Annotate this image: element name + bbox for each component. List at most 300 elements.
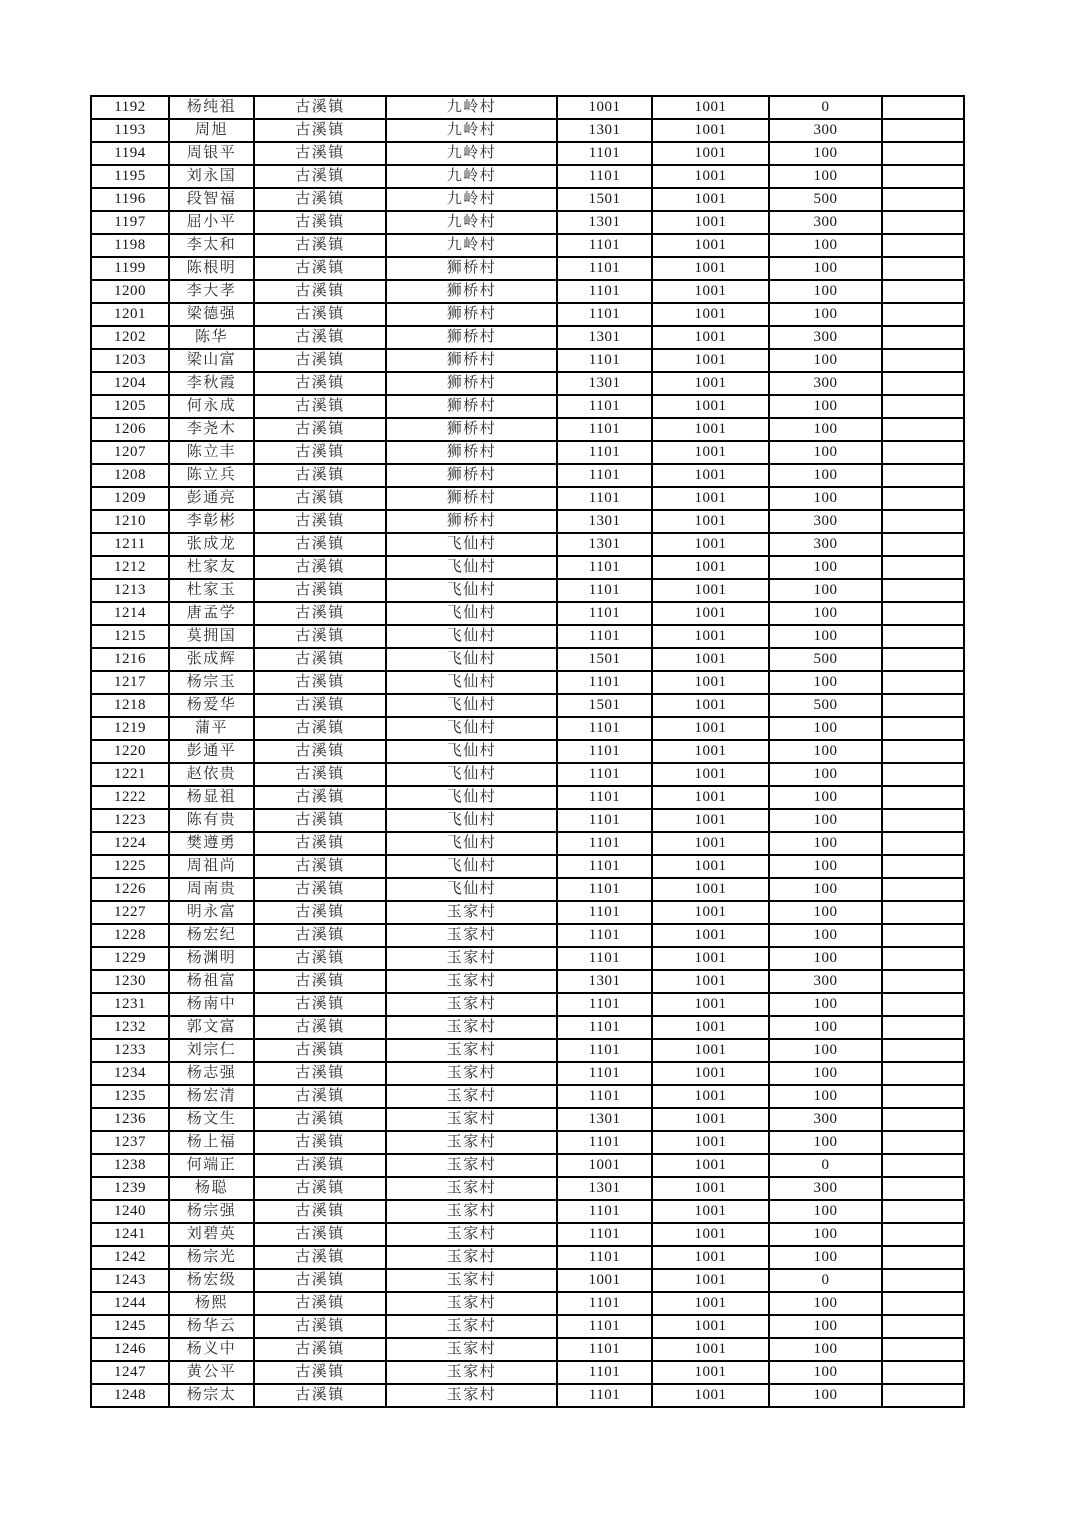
- cell-seq-number: 1218: [91, 694, 169, 717]
- cell-seq-number: 1234: [91, 1062, 169, 1085]
- cell-village: 玉家村: [386, 947, 557, 970]
- cell-difference: 100: [769, 418, 882, 441]
- cell-seq-number: 1231: [91, 993, 169, 1016]
- cell-amount: 1001: [557, 1154, 652, 1177]
- table-row: [91, 165, 964, 188]
- cell-blank: [882, 1223, 964, 1246]
- table-row: [91, 694, 964, 717]
- cell-town: 古溪镇: [254, 1361, 386, 1384]
- cell-town: 古溪镇: [254, 1200, 386, 1223]
- cell-difference: 100: [769, 1039, 882, 1062]
- cell-blank: [882, 901, 964, 924]
- table-row: [91, 1062, 964, 1085]
- table-row: [91, 188, 964, 211]
- cell-seq-number: 1212: [91, 556, 169, 579]
- cell-blank: [882, 1131, 964, 1154]
- cell-person-name: 杨上福: [169, 1131, 254, 1154]
- cell-blank: [882, 1338, 964, 1361]
- cell-difference: 300: [769, 970, 882, 993]
- cell-difference: 100: [769, 464, 882, 487]
- cell-town: 古溪镇: [254, 257, 386, 280]
- cell-village: 玉家村: [386, 1246, 557, 1269]
- cell-village: 狮桥村: [386, 326, 557, 349]
- table-row: [91, 901, 964, 924]
- cell-base-amount: 1001: [652, 1315, 769, 1338]
- cell-town: 古溪镇: [254, 717, 386, 740]
- cell-difference: 100: [769, 809, 882, 832]
- table-row: [91, 395, 964, 418]
- cell-village: 飞仙村: [386, 855, 557, 878]
- cell-seq-number: 1197: [91, 211, 169, 234]
- cell-village: 飞仙村: [386, 786, 557, 809]
- table-row: [91, 1154, 964, 1177]
- cell-blank: [882, 1246, 964, 1269]
- cell-base-amount: 1001: [652, 763, 769, 786]
- cell-person-name: 段智福: [169, 188, 254, 211]
- cell-blank: [882, 1108, 964, 1131]
- cell-blank: [882, 878, 964, 901]
- table-row: [91, 970, 964, 993]
- cell-base-amount: 1001: [652, 1246, 769, 1269]
- cell-seq-number: 1205: [91, 395, 169, 418]
- cell-person-name: 郭文富: [169, 1016, 254, 1039]
- cell-town: 古溪镇: [254, 648, 386, 671]
- cell-amount: 1101: [557, 671, 652, 694]
- cell-village: 飞仙村: [386, 625, 557, 648]
- cell-base-amount: 1001: [652, 1062, 769, 1085]
- cell-person-name: 梁德强: [169, 303, 254, 326]
- cell-town: 古溪镇: [254, 556, 386, 579]
- cell-amount: 1101: [557, 1292, 652, 1315]
- cell-person-name: 唐孟学: [169, 602, 254, 625]
- cell-difference: 100: [769, 1085, 882, 1108]
- cell-town: 古溪镇: [254, 464, 386, 487]
- cell-person-name: 杨渊明: [169, 947, 254, 970]
- cell-blank: [882, 1085, 964, 1108]
- cell-seq-number: 1220: [91, 740, 169, 763]
- cell-town: 古溪镇: [254, 947, 386, 970]
- cell-amount: 1101: [557, 257, 652, 280]
- cell-seq-number: 1229: [91, 947, 169, 970]
- cell-blank: [882, 717, 964, 740]
- table-row: [91, 1200, 964, 1223]
- cell-person-name: 陈根明: [169, 257, 254, 280]
- cell-blank: [882, 487, 964, 510]
- cell-village: 玉家村: [386, 1200, 557, 1223]
- cell-amount: 1101: [557, 947, 652, 970]
- cell-base-amount: 1001: [652, 119, 769, 142]
- cell-person-name: 梁山富: [169, 349, 254, 372]
- table-row: [91, 349, 964, 372]
- cell-amount: 1101: [557, 1062, 652, 1085]
- cell-seq-number: 1222: [91, 786, 169, 809]
- cell-village: 玉家村: [386, 1177, 557, 1200]
- cell-base-amount: 1001: [652, 395, 769, 418]
- cell-seq-number: 1246: [91, 1338, 169, 1361]
- cell-amount: 1101: [557, 993, 652, 1016]
- cell-person-name: 陈有贵: [169, 809, 254, 832]
- cell-base-amount: 1001: [652, 257, 769, 280]
- cell-town: 古溪镇: [254, 694, 386, 717]
- cell-blank: [882, 671, 964, 694]
- cell-difference: 100: [769, 786, 882, 809]
- cell-seq-number: 1215: [91, 625, 169, 648]
- cell-person-name: 陈华: [169, 326, 254, 349]
- cell-town: 古溪镇: [254, 326, 386, 349]
- cell-person-name: 杨熙: [169, 1292, 254, 1315]
- cell-town: 古溪镇: [254, 418, 386, 441]
- cell-blank: [882, 119, 964, 142]
- cell-amount: 1101: [557, 855, 652, 878]
- cell-blank: [882, 1154, 964, 1177]
- cell-seq-number: 1248: [91, 1384, 169, 1407]
- cell-difference: 100: [769, 1200, 882, 1223]
- cell-town: 古溪镇: [254, 142, 386, 165]
- cell-difference: 300: [769, 119, 882, 142]
- table-row: [91, 487, 964, 510]
- cell-difference: 100: [769, 234, 882, 257]
- cell-amount: 1101: [557, 1384, 652, 1407]
- cell-person-name: 李秋霞: [169, 372, 254, 395]
- cell-town: 古溪镇: [254, 349, 386, 372]
- table-row: [91, 648, 964, 671]
- cell-seq-number: 1226: [91, 878, 169, 901]
- cell-amount: 1101: [557, 1246, 652, 1269]
- cell-base-amount: 1001: [652, 418, 769, 441]
- cell-village: 狮桥村: [386, 349, 557, 372]
- table-row: [91, 441, 964, 464]
- cell-person-name: 屈小平: [169, 211, 254, 234]
- cell-difference: 100: [769, 579, 882, 602]
- cell-amount: 1101: [557, 763, 652, 786]
- cell-base-amount: 1001: [652, 1338, 769, 1361]
- cell-blank: [882, 441, 964, 464]
- cell-town: 古溪镇: [254, 165, 386, 188]
- table-row: [91, 142, 964, 165]
- cell-base-amount: 1001: [652, 211, 769, 234]
- cell-person-name: 杨纯祖: [169, 96, 254, 119]
- cell-village: 玉家村: [386, 1338, 557, 1361]
- cell-person-name: 陈立兵: [169, 464, 254, 487]
- cell-base-amount: 1001: [652, 671, 769, 694]
- cell-village: 飞仙村: [386, 763, 557, 786]
- cell-amount: 1001: [557, 1269, 652, 1292]
- cell-seq-number: 1198: [91, 234, 169, 257]
- cell-seq-number: 1247: [91, 1361, 169, 1384]
- cell-base-amount: 1001: [652, 556, 769, 579]
- cell-base-amount: 1001: [652, 1085, 769, 1108]
- cell-town: 古溪镇: [254, 96, 386, 119]
- cell-base-amount: 1001: [652, 878, 769, 901]
- cell-town: 古溪镇: [254, 579, 386, 602]
- cell-village: 九岭村: [386, 119, 557, 142]
- cell-amount: 1301: [557, 372, 652, 395]
- cell-base-amount: 1001: [652, 142, 769, 165]
- table-row: [91, 809, 964, 832]
- cell-seq-number: 1236: [91, 1108, 169, 1131]
- cell-village: 玉家村: [386, 1292, 557, 1315]
- cell-amount: 1101: [557, 602, 652, 625]
- cell-base-amount: 1001: [652, 947, 769, 970]
- cell-difference: 100: [769, 1361, 882, 1384]
- cell-town: 古溪镇: [254, 1062, 386, 1085]
- cell-person-name: 张成龙: [169, 533, 254, 556]
- cell-difference: 300: [769, 211, 882, 234]
- cell-village: 九岭村: [386, 142, 557, 165]
- table-row: [91, 832, 964, 855]
- cell-difference: 100: [769, 395, 882, 418]
- cell-difference: 100: [769, 901, 882, 924]
- cell-seq-number: 1223: [91, 809, 169, 832]
- table-row: [91, 510, 964, 533]
- table-row: [91, 372, 964, 395]
- cell-amount: 1101: [557, 1361, 652, 1384]
- cell-town: 古溪镇: [254, 809, 386, 832]
- cell-base-amount: 1001: [652, 188, 769, 211]
- table-row: [91, 1016, 964, 1039]
- cell-base-amount: 1001: [652, 303, 769, 326]
- cell-village: 狮桥村: [386, 487, 557, 510]
- cell-person-name: 黄公平: [169, 1361, 254, 1384]
- cell-seq-number: 1243: [91, 1269, 169, 1292]
- cell-amount: 1101: [557, 924, 652, 947]
- cell-town: 古溪镇: [254, 1292, 386, 1315]
- cell-blank: [882, 418, 964, 441]
- cell-person-name: 杨祖富: [169, 970, 254, 993]
- cell-town: 古溪镇: [254, 533, 386, 556]
- cell-town: 古溪镇: [254, 234, 386, 257]
- cell-town: 古溪镇: [254, 993, 386, 1016]
- cell-village: 飞仙村: [386, 648, 557, 671]
- cell-base-amount: 1001: [652, 786, 769, 809]
- cell-blank: [882, 809, 964, 832]
- cell-person-name: 莫拥国: [169, 625, 254, 648]
- cell-blank: [882, 855, 964, 878]
- cell-base-amount: 1001: [652, 349, 769, 372]
- cell-difference: 300: [769, 1177, 882, 1200]
- cell-difference: 100: [769, 1384, 882, 1407]
- cell-blank: [882, 694, 964, 717]
- cell-seq-number: 1214: [91, 602, 169, 625]
- table-row: [91, 96, 964, 119]
- cell-blank: [882, 1292, 964, 1315]
- cell-amount: 1101: [557, 1039, 652, 1062]
- cell-base-amount: 1001: [652, 1131, 769, 1154]
- cell-person-name: 彭通平: [169, 740, 254, 763]
- roster-table: [90, 95, 965, 1408]
- cell-base-amount: 1001: [652, 855, 769, 878]
- table-row: [91, 878, 964, 901]
- cell-base-amount: 1001: [652, 1269, 769, 1292]
- cell-blank: [882, 786, 964, 809]
- table-row: [91, 1269, 964, 1292]
- table-row: [91, 1177, 964, 1200]
- cell-amount: 1101: [557, 786, 652, 809]
- cell-difference: 100: [769, 1131, 882, 1154]
- table-row: [91, 257, 964, 280]
- cell-town: 古溪镇: [254, 1315, 386, 1338]
- cell-blank: [882, 211, 964, 234]
- cell-blank: [882, 1016, 964, 1039]
- cell-person-name: 杨义中: [169, 1338, 254, 1361]
- cell-seq-number: 1216: [91, 648, 169, 671]
- cell-town: 古溪镇: [254, 671, 386, 694]
- cell-town: 古溪镇: [254, 1016, 386, 1039]
- cell-village: 狮桥村: [386, 303, 557, 326]
- cell-person-name: 李彰彬: [169, 510, 254, 533]
- cell-base-amount: 1001: [652, 625, 769, 648]
- cell-person-name: 李太和: [169, 234, 254, 257]
- cell-town: 古溪镇: [254, 1085, 386, 1108]
- cell-base-amount: 1001: [652, 1200, 769, 1223]
- cell-village: 玉家村: [386, 1315, 557, 1338]
- cell-town: 古溪镇: [254, 855, 386, 878]
- cell-difference: 100: [769, 1246, 882, 1269]
- cell-amount: 1101: [557, 878, 652, 901]
- cell-difference: 100: [769, 441, 882, 464]
- cell-seq-number: 1238: [91, 1154, 169, 1177]
- table-row: [91, 234, 964, 257]
- cell-person-name: 杨聪: [169, 1177, 254, 1200]
- cell-village: 玉家村: [386, 1361, 557, 1384]
- cell-amount: 1101: [557, 441, 652, 464]
- table-row: [91, 1246, 964, 1269]
- cell-difference: 100: [769, 924, 882, 947]
- cell-base-amount: 1001: [652, 970, 769, 993]
- cell-amount: 1301: [557, 970, 652, 993]
- cell-amount: 1101: [557, 1315, 652, 1338]
- cell-amount: 1101: [557, 556, 652, 579]
- cell-village: 飞仙村: [386, 832, 557, 855]
- cell-amount: 1301: [557, 119, 652, 142]
- cell-person-name: 周南贵: [169, 878, 254, 901]
- cell-base-amount: 1001: [652, 579, 769, 602]
- cell-base-amount: 1001: [652, 1177, 769, 1200]
- cell-difference: 300: [769, 1108, 882, 1131]
- cell-amount: 1301: [557, 326, 652, 349]
- cell-town: 古溪镇: [254, 395, 386, 418]
- cell-difference: 100: [769, 303, 882, 326]
- table-row: [91, 602, 964, 625]
- cell-difference: 100: [769, 1338, 882, 1361]
- cell-seq-number: 1195: [91, 165, 169, 188]
- cell-village: 九岭村: [386, 234, 557, 257]
- cell-person-name: 赵依贵: [169, 763, 254, 786]
- cell-town: 古溪镇: [254, 625, 386, 648]
- cell-blank: [882, 740, 964, 763]
- cell-seq-number: 1194: [91, 142, 169, 165]
- cell-person-name: 杨爱华: [169, 694, 254, 717]
- cell-base-amount: 1001: [652, 165, 769, 188]
- cell-amount: 1101: [557, 165, 652, 188]
- table-row: [91, 717, 964, 740]
- cell-base-amount: 1001: [652, 924, 769, 947]
- cell-village: 狮桥村: [386, 372, 557, 395]
- cell-amount: 1301: [557, 1108, 652, 1131]
- cell-blank: [882, 1361, 964, 1384]
- cell-village: 狮桥村: [386, 464, 557, 487]
- table-row: [91, 625, 964, 648]
- cell-base-amount: 1001: [652, 280, 769, 303]
- cell-blank: [882, 464, 964, 487]
- cell-amount: 1101: [557, 740, 652, 763]
- cell-base-amount: 1001: [652, 96, 769, 119]
- cell-town: 古溪镇: [254, 1223, 386, 1246]
- cell-village: 九岭村: [386, 165, 557, 188]
- cell-town: 古溪镇: [254, 740, 386, 763]
- cell-blank: [882, 349, 964, 372]
- table-row: [91, 1292, 964, 1315]
- cell-person-name: 杨宏纪: [169, 924, 254, 947]
- cell-seq-number: 1245: [91, 1315, 169, 1338]
- cell-town: 古溪镇: [254, 901, 386, 924]
- cell-seq-number: 1228: [91, 924, 169, 947]
- table-row: [91, 947, 964, 970]
- cell-difference: 100: [769, 832, 882, 855]
- cell-blank: [882, 993, 964, 1016]
- table-row: [91, 671, 964, 694]
- cell-person-name: 明永富: [169, 901, 254, 924]
- table-row: [91, 1108, 964, 1131]
- cell-amount: 1101: [557, 418, 652, 441]
- cell-blank: [882, 1315, 964, 1338]
- table-row: [91, 1039, 964, 1062]
- cell-village: 玉家村: [386, 901, 557, 924]
- cell-blank: [882, 188, 964, 211]
- cell-amount: 1001: [557, 96, 652, 119]
- cell-village: 飞仙村: [386, 579, 557, 602]
- cell-town: 古溪镇: [254, 280, 386, 303]
- cell-person-name: 何端正: [169, 1154, 254, 1177]
- cell-blank: [882, 1062, 964, 1085]
- cell-seq-number: 1211: [91, 533, 169, 556]
- cell-person-name: 刘碧英: [169, 1223, 254, 1246]
- cell-difference: 100: [769, 625, 882, 648]
- cell-blank: [882, 924, 964, 947]
- cell-base-amount: 1001: [652, 740, 769, 763]
- cell-difference: 300: [769, 372, 882, 395]
- cell-base-amount: 1001: [652, 1361, 769, 1384]
- cell-person-name: 何永成: [169, 395, 254, 418]
- cell-blank: [882, 1200, 964, 1223]
- cell-seq-number: 1196: [91, 188, 169, 211]
- cell-difference: 100: [769, 993, 882, 1016]
- cell-amount: 1101: [557, 809, 652, 832]
- cell-person-name: 杨华云: [169, 1315, 254, 1338]
- table-row: [91, 855, 964, 878]
- cell-village: 玉家村: [386, 1154, 557, 1177]
- cell-difference: 100: [769, 280, 882, 303]
- cell-person-name: 杜家友: [169, 556, 254, 579]
- cell-difference: 500: [769, 694, 882, 717]
- cell-person-name: 周旭: [169, 119, 254, 142]
- cell-blank: [882, 165, 964, 188]
- cell-difference: 100: [769, 257, 882, 280]
- cell-base-amount: 1001: [652, 234, 769, 257]
- cell-village: 狮桥村: [386, 441, 557, 464]
- cell-village: 玉家村: [386, 1269, 557, 1292]
- cell-base-amount: 1001: [652, 326, 769, 349]
- cell-village: 飞仙村: [386, 671, 557, 694]
- cell-town: 古溪镇: [254, 188, 386, 211]
- cell-blank: [882, 579, 964, 602]
- cell-seq-number: 1225: [91, 855, 169, 878]
- cell-blank: [882, 326, 964, 349]
- cell-person-name: 彭通亮: [169, 487, 254, 510]
- cell-amount: 1101: [557, 579, 652, 602]
- cell-town: 古溪镇: [254, 1154, 386, 1177]
- cell-village: 玉家村: [386, 924, 557, 947]
